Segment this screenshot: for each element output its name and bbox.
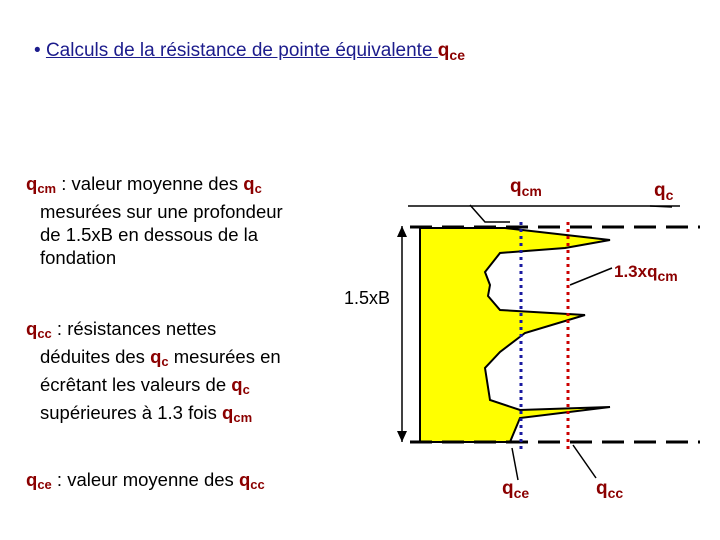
label-qce-sub: ce — [513, 485, 530, 501]
qce-pointer — [512, 448, 518, 480]
qce-text: : valeur moyenne des — [51, 469, 239, 490]
depth-arrow-bottom — [397, 431, 407, 442]
qce-symbol-sub: ce — [37, 477, 52, 492]
qcc-line-2-symbol: q — [150, 346, 162, 367]
qcc-line-3-symbol: q — [231, 374, 243, 395]
label-qcm-symbol: q — [510, 176, 522, 197]
qcc-ref-symbol: q — [238, 469, 251, 490]
qc-pointer — [650, 206, 672, 207]
qcc-line-3a: écrêtant les valeurs de — [40, 374, 232, 395]
qcm-symbol: q — [26, 173, 38, 194]
qcm-13-pointer — [570, 268, 612, 285]
label-qce — [502, 478, 529, 501]
qcc-text: : résistances nettes — [51, 318, 217, 339]
label-qc-sub: c — [665, 187, 674, 203]
title-symbol: q — [437, 40, 450, 61]
label-15B: 1.5xB — [344, 288, 391, 308]
title-text: Calculs de la résistance de pointe équivalente — [45, 40, 438, 61]
label-qcc-symbol: q — [596, 478, 608, 499]
qcc-symbol: q — [26, 318, 38, 339]
qcc-line-2-sub: c — [161, 354, 169, 369]
label-qce-symbol: q — [502, 478, 514, 499]
qc-symbol-sub: c — [254, 181, 262, 196]
label-13qcm-sub: cm — [657, 268, 678, 284]
qcc-line-2a: déduites des — [40, 346, 151, 367]
label-qc-symbol: q — [654, 180, 666, 201]
label-13qcm-text: 1.3xq — [614, 262, 658, 281]
label-qcc-sub: cc — [607, 485, 624, 501]
label-qcm — [510, 176, 542, 199]
qc-profile-area — [420, 228, 610, 442]
label-qc — [654, 180, 673, 203]
label-qcc — [596, 478, 623, 501]
qcc-line-4-symbol: q — [222, 402, 234, 423]
qcm-definition-line-3: de 1.5xB en dessous de la — [40, 224, 259, 245]
qcc-line-2b: mesurées en — [168, 346, 281, 367]
title-symbol-sub: ce — [449, 47, 465, 63]
depth-arrow-top — [397, 226, 407, 237]
label-13qcm — [614, 262, 678, 284]
qcc-line-4a: supérieures à 1.3 fois — [40, 402, 223, 423]
qcc-line-3-sub: c — [242, 382, 250, 397]
qc-symbol: q — [243, 173, 255, 194]
qcc-pointer — [573, 445, 596, 478]
qcm-symbol-sub: cm — [37, 181, 57, 196]
qce-symbol: q — [26, 469, 38, 490]
qcc-ref-symbol-sub: cc — [250, 477, 265, 492]
bullet: • — [34, 40, 46, 61]
label-qcm-sub: cm — [521, 183, 542, 199]
qcm-pointer — [470, 205, 510, 222]
qcc-symbol-sub: cc — [37, 326, 52, 341]
qcc-line-4-sub: cm — [233, 410, 253, 425]
qcm-text: : valeur moyenne des — [56, 173, 244, 194]
qcm-definition-line-2: mesurées sur une profondeur — [40, 201, 283, 222]
qcm-definition-line-4: fondation — [40, 247, 117, 268]
